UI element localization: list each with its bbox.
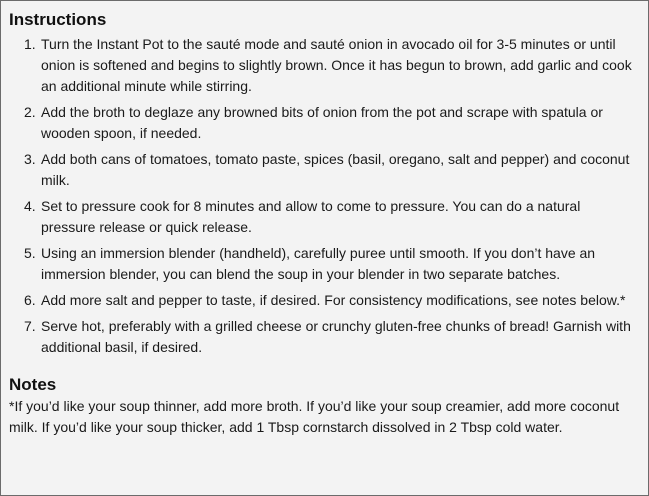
instruction-step-6 bbox=[9, 290, 638, 311]
step-text: Add the broth to deglaze any browned bits of onion from the pot and scrape with spatula or wooden spoon, if needed. bbox=[41, 104, 603, 141]
step-number: 4. bbox=[24, 198, 36, 214]
step-text: Add more salt and pepper to taste, if desired. For consistency modifications, see notes below.* bbox=[41, 292, 626, 308]
step-number: 1. bbox=[24, 36, 36, 52]
step-number: 3. bbox=[24, 151, 36, 167]
step-text: Set to pressure cook for 8 minutes and allow to come to pressure. You can do a natural pressure release or quick release. bbox=[41, 198, 581, 235]
step-text: Add both cans of tomatoes, tomato paste, spices (basil, oregano, salt and pepper) and coconut milk. bbox=[41, 151, 630, 188]
instruction-step-7 bbox=[9, 316, 638, 358]
step-text: Serve hot, preferably with a grilled cheese or crunchy gluten-free chunks of bread! Garnish with additional basil, if desired. bbox=[41, 318, 631, 355]
instruction-step-2 bbox=[9, 102, 638, 144]
instruction-step-4 bbox=[9, 196, 638, 238]
step-number: 6. bbox=[24, 292, 36, 308]
instructions-heading: Instructions bbox=[9, 10, 107, 29]
instructions-list bbox=[9, 34, 638, 358]
step-number: 2. bbox=[24, 104, 36, 120]
instruction-step-5 bbox=[9, 243, 638, 285]
step-text: Turn the Instant Pot to the sauté mode and sauté onion in avocado oil for 3-5 minutes or until onion is softened and begins to slightly brown. Once it has begun to brown, add garlic and cook an additional minute while stirring. bbox=[41, 36, 632, 94]
step-number: 5. bbox=[24, 245, 36, 261]
step-text: Using an immersion blender (handheld), carefully puree until smooth. If you don’t have an immersion blender, you can blend the soup in your blender in two separate batches. bbox=[41, 245, 596, 282]
step-number: 7. bbox=[24, 318, 36, 334]
notes-heading: Notes bbox=[9, 375, 57, 394]
instruction-step-3 bbox=[9, 149, 638, 191]
instruction-step-1 bbox=[9, 34, 638, 97]
notes-text: *If you’d like your soup thinner, add more broth. If you’d like your soup creamier, add more coconut milk. If you’d like your soup thicker, add 1 Tbsp cornstarch dissolved in 2 Tbsp cold water. bbox=[9, 398, 620, 435]
